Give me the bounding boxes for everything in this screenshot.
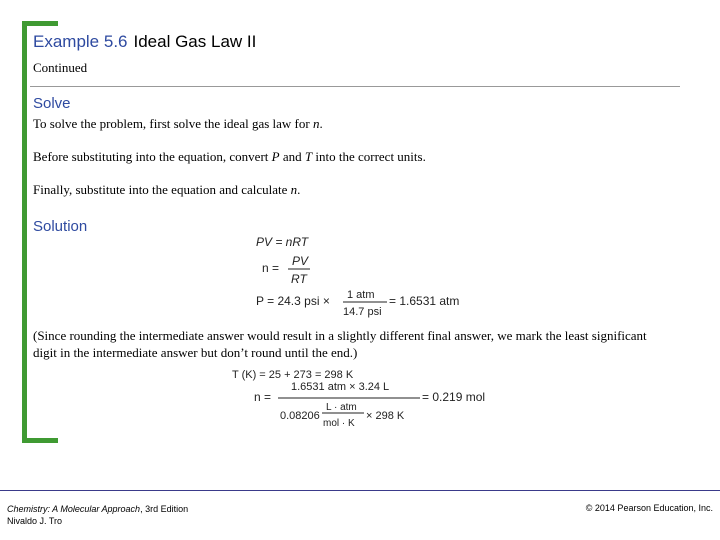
book-title: Chemistry: A Molecular Approach [7,504,141,514]
variable-p: P [271,149,280,164]
equation-n-denominator: RT [291,272,307,286]
footer-divider [0,490,720,491]
equation-ideal-gas: PV = nRT [256,235,309,249]
book-author: Nivaldo J. Tro [7,516,63,526]
text: . [319,116,323,131]
solution-heading: Solution [33,218,88,235]
text: Before substituting into the equation, convert [33,149,272,164]
variable-t: T [304,149,313,164]
footer-book-info [7,503,188,527]
text: To solve the problem, first solve the ideal gas law for [33,116,313,131]
text: into the correct units. [312,149,426,164]
equation-p-numerator: 1 atm [347,289,375,301]
equation-temperature: T (K) = 25 + 273 = 298 K [232,369,354,381]
equation-moles-numerator: 1.6531 atm × 3.24 L [291,381,390,393]
equation-moles-r-units-bottom: mol · K [323,418,355,429]
equation-moles-r-units-top: L · atm [326,402,357,413]
equation-moles-result: = 0.219 mol [422,390,486,404]
variable-n: n [312,116,320,131]
footer-copyright: © 2014 Pearson Education, Inc. [585,503,713,513]
solve-heading: Solve [33,95,71,112]
equation-moles-temp: × 298 K [366,410,405,422]
equation-n-numerator: PV [292,254,309,268]
equation-p-denominator: 14.7 psi [343,306,382,318]
equation-p-result: = 1.6531 atm [389,294,460,308]
text: . [297,182,301,197]
book-edition: , 3rd Edition [140,504,189,514]
rounding-note: (Since rounding the intermediate answer would result in a slightly different final answer, we mark the least significant digit in the intermediate answer but don’t round until the end.) [33,328,647,360]
example-title: Ideal Gas Law II [133,32,257,51]
equation-moles-r-value: 0.08206 [280,410,320,422]
text: Finally, substitute into the equation and calculate [33,182,291,197]
variable-n: n [290,182,298,197]
equation-moles-lhs: n = [254,390,272,404]
text: and [279,149,305,164]
continued-label: Continued [33,60,88,75]
equation-n-lhs: n = [262,261,280,275]
example-label: Example 5.6 [33,32,128,51]
equation-p-lhs: P = 24.3 psi × [256,294,330,308]
